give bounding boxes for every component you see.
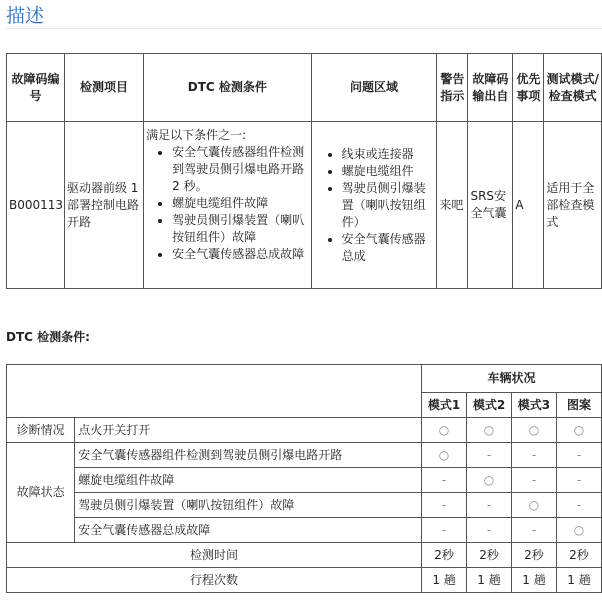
row-label: 安全气囊传感器组件检测到驾驶员侧引爆电路开路	[75, 443, 422, 468]
trips-label: 行程次数	[7, 568, 422, 593]
detect-time-value: 2秒	[467, 543, 512, 568]
header-item: 检测项目	[64, 54, 143, 122]
group-label: 诊断情况	[7, 418, 75, 443]
vehicle-status-table	[6, 364, 602, 593]
row-label: 点火开关打开	[75, 418, 422, 443]
condition-item: • 安全气囊传感器组件检测到驾驶员侧引爆电路开路 2 秒。	[172, 144, 308, 195]
row-label: 安全气囊传感器总成故障	[75, 518, 422, 543]
mode-value: ○	[467, 468, 512, 493]
mode-value: -	[422, 468, 467, 493]
mode-value: ○	[467, 418, 512, 443]
mode-value: ○	[512, 493, 557, 518]
page-heading: 描述	[6, 5, 45, 27]
mode-value: ○	[422, 418, 467, 443]
mode-value: ○	[556, 518, 601, 543]
mode-value: ○	[422, 443, 467, 468]
mode-value: -	[512, 468, 557, 493]
condition-item: • 螺旋电缆组件故障	[172, 195, 308, 212]
header-warning: 警告指示	[437, 54, 468, 122]
trips-value: 1 趟	[556, 568, 601, 593]
header-area: 问题区域	[311, 54, 437, 122]
trips-value: 1 趟	[512, 568, 557, 593]
condition-list	[146, 144, 308, 263]
mode-header: 模式3	[512, 393, 557, 418]
priority: A	[513, 122, 544, 289]
header-mode: 测试模式/检查模式	[544, 54, 602, 122]
condition-item: • 驾驶员侧引爆装置（喇叭按钮组件）故障	[172, 212, 308, 246]
mode-value: ○	[556, 418, 601, 443]
area-list	[314, 146, 437, 265]
output-source: SRS安全气囊	[468, 122, 513, 289]
area-item: • 线束或连接器	[342, 146, 437, 163]
trips-value: 1 趟	[467, 568, 512, 593]
header-condition: DTC 检测条件	[144, 54, 311, 122]
detection-item: 驱动器前级 1 部署控制电路开路	[64, 122, 143, 289]
mode-header: 模式1	[422, 393, 467, 418]
dtc-summary-table	[6, 53, 602, 289]
mode-value: -	[556, 468, 601, 493]
detect-time-label: 检测时间	[7, 543, 422, 568]
row-label: 螺旋电缆组件故障	[75, 468, 422, 493]
area-item: • 驾驶员侧引爆装置（喇叭按钮组件）	[342, 180, 437, 231]
mode-header: 模式2	[467, 393, 512, 418]
area-item: • 安全气囊传感器总成	[342, 231, 437, 265]
table-corner	[7, 365, 422, 418]
condition-intro: 满足以下条件之一:	[146, 128, 247, 142]
area-item: • 螺旋电缆组件	[342, 163, 437, 180]
header-priority: 优先事项	[513, 54, 544, 122]
row-label: 驾驶员侧引爆装置（喇叭按钮组件）故障	[75, 493, 422, 518]
mode-value: -	[556, 443, 601, 468]
condition-item: • 安全气囊传感器总成故障	[172, 246, 308, 263]
problem-areas	[311, 122, 437, 289]
heading-divider	[6, 28, 602, 29]
mode-value: -	[556, 493, 601, 518]
test-mode: 适用于全部检查模式	[544, 122, 602, 289]
mode-value: -	[512, 518, 557, 543]
detect-time-value: 2秒	[556, 543, 601, 568]
detection-conditions	[144, 122, 311, 289]
vehicle-status-header: 车辆状况	[422, 365, 602, 393]
mode-value: -	[422, 493, 467, 518]
mode-value: ○	[512, 418, 557, 443]
mode-value: -	[467, 443, 512, 468]
dtc-conditions-title: DTC 检测条件:	[6, 330, 90, 344]
detect-time-value: 2秒	[512, 543, 557, 568]
mode-value: -	[422, 518, 467, 543]
header-code: 故障码编号	[7, 54, 65, 122]
group-label: 故障状态	[7, 443, 75, 543]
detect-time-value: 2秒	[422, 543, 467, 568]
mode-value: -	[467, 518, 512, 543]
mode-value: -	[467, 493, 512, 518]
trips-value: 1 趟	[422, 568, 467, 593]
mode-value: -	[512, 443, 557, 468]
dtc-code: B000113	[7, 122, 65, 289]
header-output: 故障码输出自	[468, 54, 513, 122]
mode-header: 图案	[556, 393, 601, 418]
warning-indicator: 来吧	[437, 122, 468, 289]
